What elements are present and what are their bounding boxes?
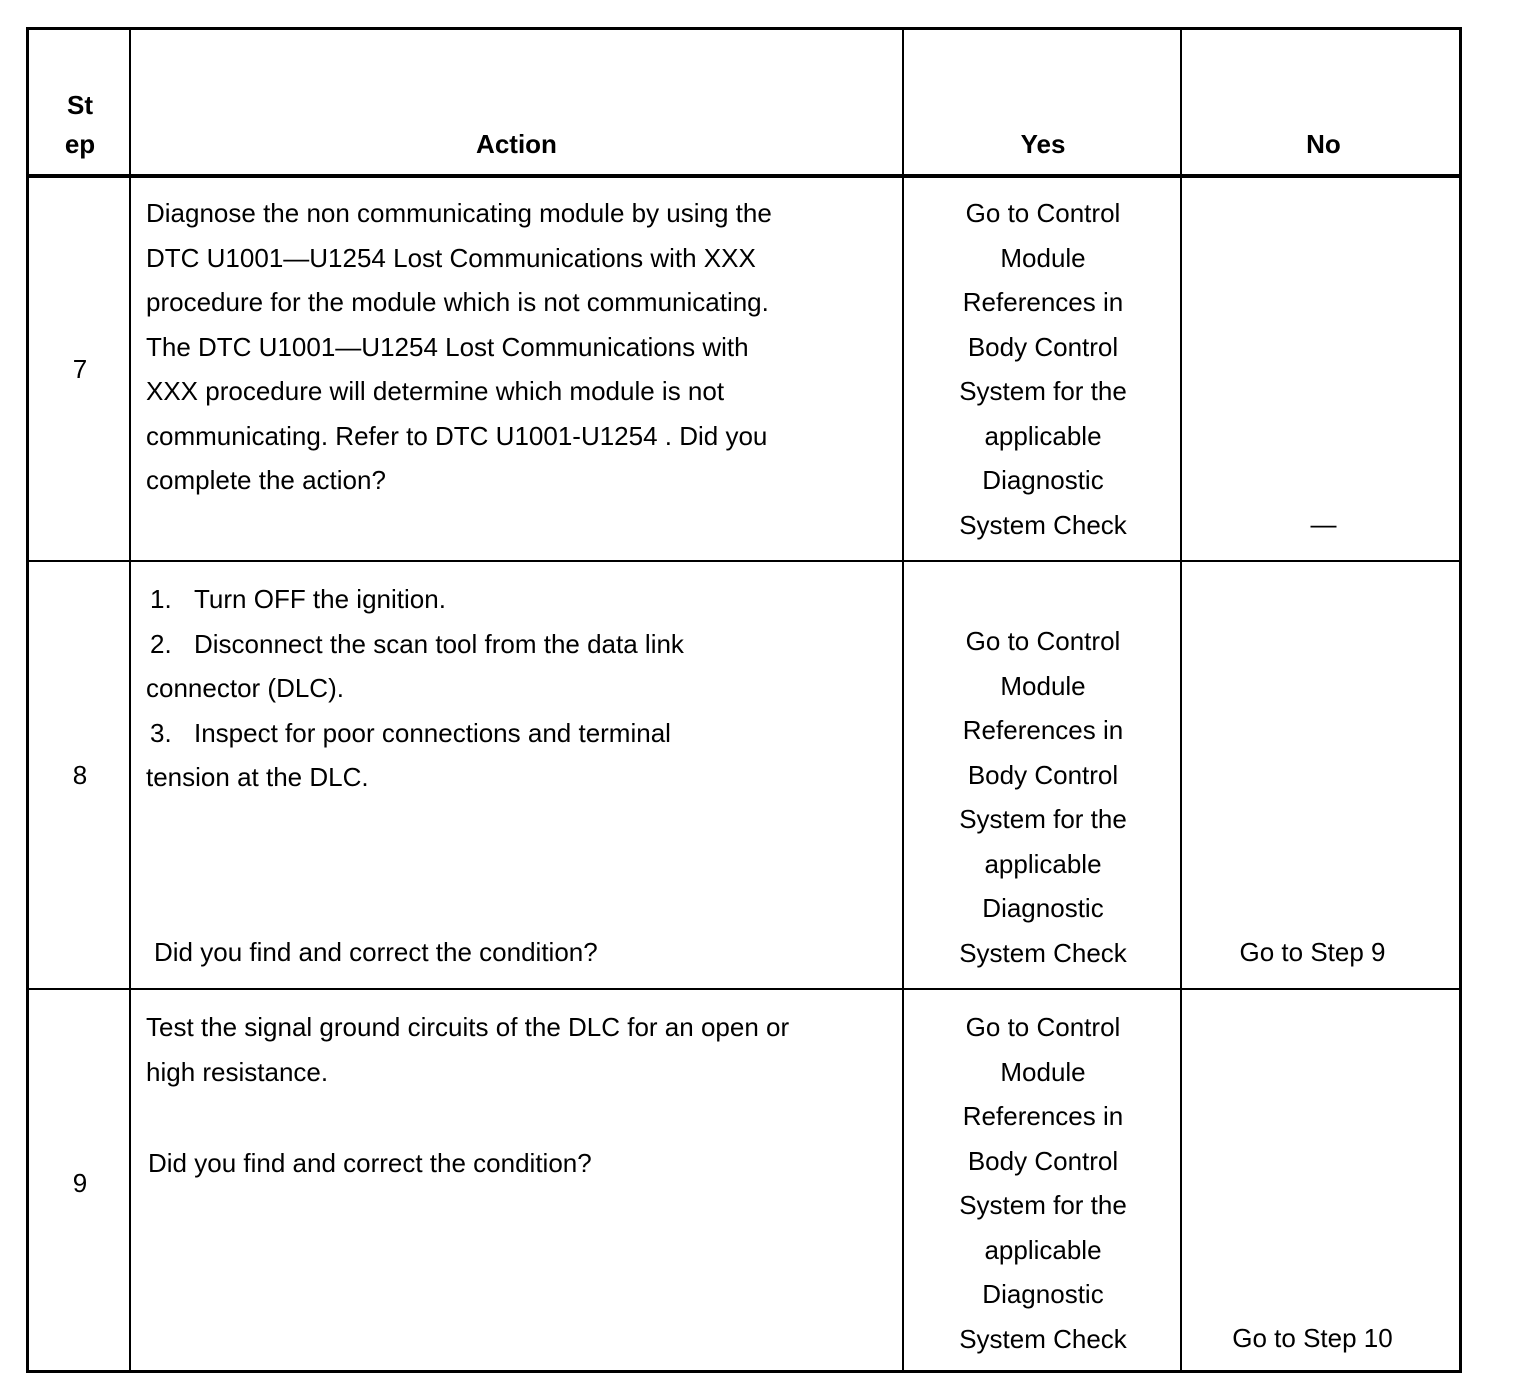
yes-line: Go to Control: [965, 1012, 1121, 1042]
list-number: 1.: [150, 584, 172, 614]
yes-cell: [904, 191, 1182, 547]
action-line: procedure for the module which is not communicating.: [146, 287, 769, 317]
yes-line: System for the: [959, 376, 1127, 406]
yes-line: System Check: [959, 509, 1127, 540]
yes-line: Diagnostic: [982, 465, 1104, 495]
yes-line: Module: [1000, 670, 1086, 701]
yes-line: applicable: [984, 848, 1102, 879]
yes-line: Module: [1000, 1056, 1086, 1087]
no-cell: Go to Step 9: [1239, 937, 1386, 967]
header-no: No: [1306, 129, 1341, 159]
action-list-item: [146, 577, 684, 622]
header-step-line: ep: [64, 129, 96, 159]
action-list-item: [146, 711, 684, 756]
yes-line: System for the: [959, 804, 1127, 834]
yes-line: Go to Control: [965, 198, 1121, 228]
yes-line: System for the: [959, 1190, 1127, 1220]
action-line: XXX procedure will determine which module is not: [146, 376, 725, 406]
action-text: [146, 1005, 789, 1094]
step-number: 8: [72, 760, 88, 790]
action-line: DTC U1001—U1254 Lost Communications with XXX: [146, 242, 756, 273]
step-number: 7: [72, 354, 88, 384]
row-divider: [29, 560, 1459, 562]
row-divider: [29, 988, 1459, 990]
list-text: Inspect for poor connections and terminal: [194, 717, 671, 748]
yes-line: Body Control: [967, 759, 1119, 790]
list-text: Disconnect the scan tool from the data link: [194, 628, 684, 659]
no-cell: Go to Step 10: [1232, 1323, 1393, 1353]
yes-cell: [904, 619, 1182, 975]
header-divider: [29, 174, 1459, 178]
header-step-line: St: [67, 90, 93, 120]
action-line: complete the action?: [146, 465, 386, 495]
yes-line: applicable: [984, 1234, 1102, 1265]
list-number: 3.: [150, 717, 172, 748]
header-action: Action: [476, 129, 557, 159]
yes-line: Diagnostic: [982, 1279, 1104, 1309]
list-text: Turn OFF the ignition.: [194, 584, 446, 614]
action-line: Test the signal ground circuits of the DLC for an open or: [146, 1012, 790, 1042]
header-yes: Yes: [1020, 129, 1066, 159]
yes-line: System Check: [959, 937, 1127, 968]
diagnostic-table: [26, 27, 1462, 1373]
yes-line: References in: [962, 1101, 1124, 1131]
yes-line: Body Control: [967, 331, 1119, 362]
question-text: Did you find and correct the condition?: [154, 937, 598, 967]
yes-line: Go to Control: [965, 626, 1121, 656]
action-line: The DTC U1001—U1254 Lost Communications with: [146, 331, 749, 362]
step-number: 9: [72, 1168, 88, 1198]
action-line: Diagnose the non communicating module by using the: [146, 198, 772, 228]
action-list-item: [146, 622, 684, 667]
action-list-item: tension at the DLC.: [146, 762, 369, 792]
yes-line: References in: [962, 715, 1124, 745]
yes-line: References in: [962, 287, 1124, 317]
yes-line: applicable: [984, 420, 1102, 451]
header-step: [29, 86, 131, 164]
question-text: Did you find and correct the condition?: [148, 1148, 592, 1178]
yes-line: Body Control: [967, 1145, 1119, 1176]
action-line: communicating. Refer to DTC U1001-U1254 . Did you: [146, 420, 768, 451]
yes-line: Diagnostic: [982, 893, 1104, 923]
no-cell: —: [1310, 509, 1337, 539]
action-text: [146, 191, 772, 503]
yes-line: Module: [1000, 242, 1086, 273]
action-line: high resistance.: [146, 1056, 329, 1087]
yes-line: System Check: [959, 1323, 1127, 1354]
list-number: 2.: [150, 628, 172, 659]
action-text: [146, 577, 684, 800]
action-list-item: connector (DLC).: [146, 673, 344, 703]
yes-cell: [904, 1005, 1182, 1361]
